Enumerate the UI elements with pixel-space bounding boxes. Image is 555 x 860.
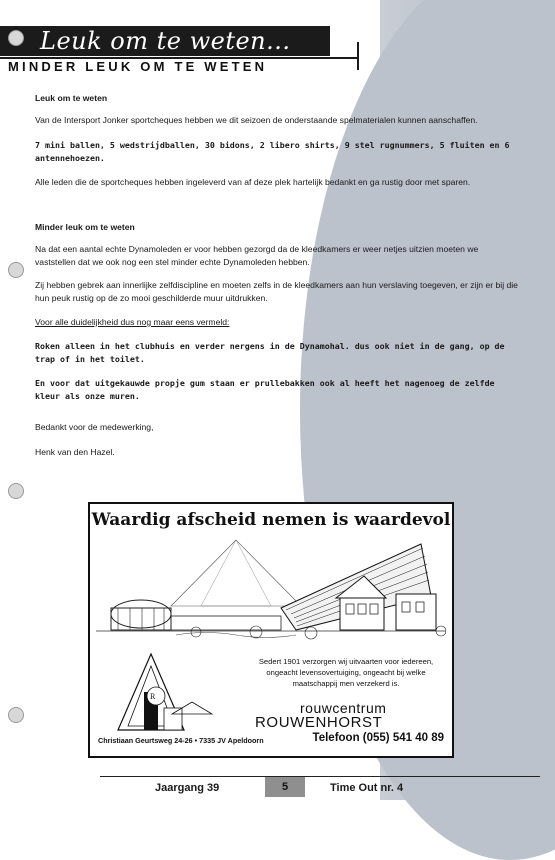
page-subtitle: MINDER LEUK OM TE WETEN [8, 59, 268, 74]
binder-hole [8, 262, 24, 278]
brand-rouwcentrum: rouwcentrum [300, 700, 387, 716]
footer-volume: Jaargang 39 [155, 782, 220, 794]
paragraph: Alle leden die de sportcheques hebben ingeleverd van af deze plek hartelijk bedankt en ga rustig door met sparen. [35, 177, 471, 187]
binder-hole [8, 30, 24, 46]
paragraph: Van de Intersport Jonker sportcheques hebben we dit seizoen de onderstaande spelmaterialen kunnen aanschaffen. [35, 115, 478, 125]
funeral-home-illustration [96, 536, 446, 656]
paragraph-materials: 7 mini ballen, 5 wedstrijdballen, 30 bidons, 2 libero shirts, 9 stel rugnummers, 5 fluiten en 6 antennehoezen. [35, 140, 510, 163]
article-body [35, 92, 520, 459]
svg-text:R: R [150, 692, 156, 701]
footer-issue: Time Out nr. 4 [330, 782, 404, 794]
signature: Henk van den Hazel. [35, 447, 115, 457]
paragraph-rule: En voor dat uitgekauwde propje gum staan er prullebakken ook al heeft het nagenoeg de zelfde kleur als onze muren. [35, 378, 495, 401]
paragraph-notice: Voor alle duidelijkheid dus nog maar eens vermeld: [35, 317, 230, 327]
binder-hole [8, 483, 24, 499]
paragraph: Na dat een aantal echte Dynamoleden er voor hebben gezorgd da de kleedkamers er weer netjes uitzien moeten we vaststellen dat we ook nog een stel minder echte Dynamoleden hebben. [35, 244, 479, 267]
footer-rule [100, 776, 540, 777]
section-heading: Leuk om te weten [35, 93, 108, 103]
ad-title: Waardig afscheid nemen is waardevol [91, 510, 451, 530]
page-number: 5 [265, 777, 305, 797]
header-rule-vertical [357, 42, 359, 70]
closing-line: Bedankt voor de medewerking, [35, 422, 154, 432]
brand-name: ROUWENHORST [255, 714, 383, 731]
ad-blurb: Sedert 1901 verzorgen wij uitvaarten voor iedereen, ongeacht levensovertuiging, ongeacht bij welke maatschappij men verzekerd is. [258, 657, 434, 688]
section-heading: Minder leuk om te weten [35, 222, 135, 232]
ad-phone[interactable]: Telefoon (055) 541 40 89 [312, 732, 444, 744]
paragraph-rule: Roken alleen in het clubhuis en verder nergens in de Dynamohal. dus ook niet in de gang, op de trap of in het toilet. [35, 341, 505, 364]
binder-hole [8, 707, 24, 723]
paragraph: Zij hebben gebrek aan innerlijke zelfdiscipline en moeten zelfs in de kleedkamers aan hun verslaving toegeven, er zijn er bij die hun peuk rustig op de zo mooi geschilderde muur uitdrukken. [35, 280, 518, 303]
ad-address: Christiaan Geurtsweg 24-26 • 7335 JV Apeldoorn [98, 736, 264, 745]
rouwenhorst-logo [116, 652, 256, 734]
page-title: Leuk om te weten... [40, 27, 291, 55]
advertisement[interactable] [88, 502, 454, 758]
